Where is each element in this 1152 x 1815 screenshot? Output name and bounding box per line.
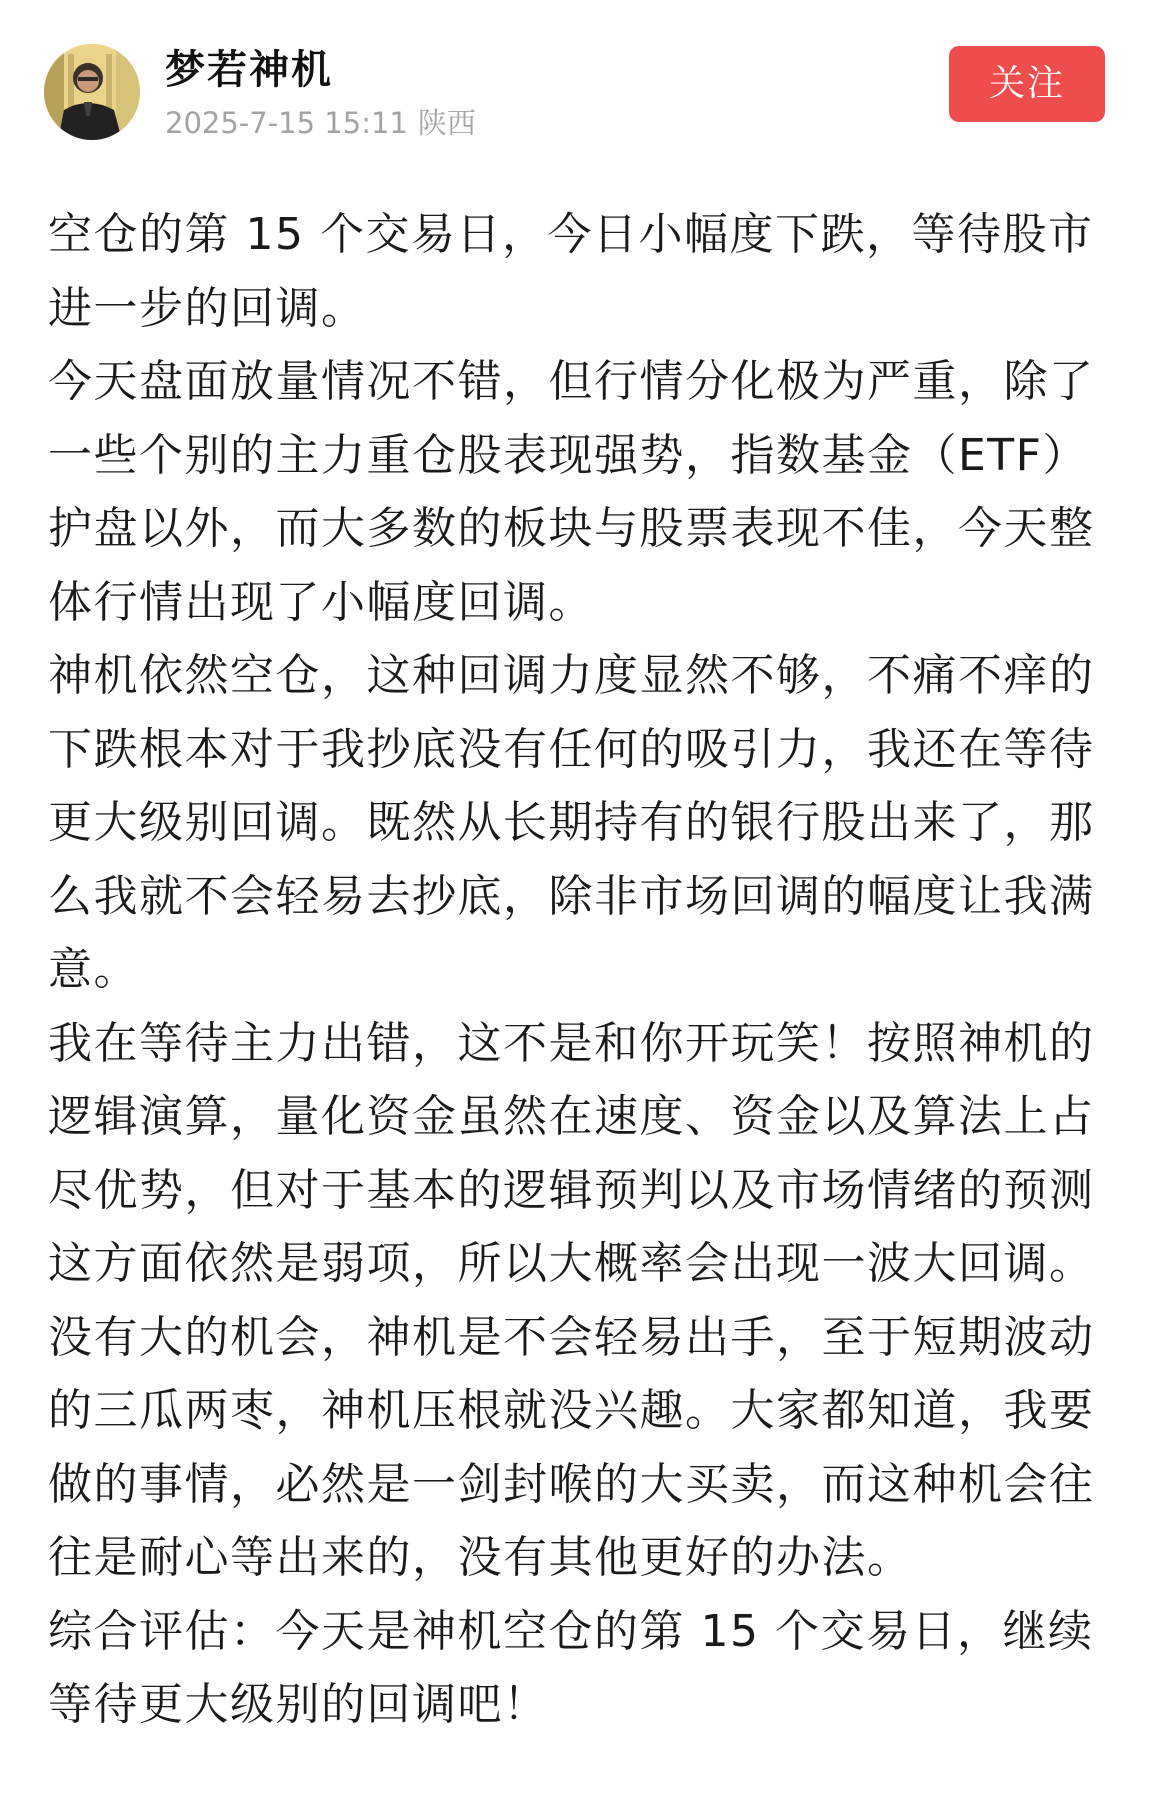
post-paragraph: 今天盘面放量情况不错，但行情分化极为严重，除了一些个别的主力重仓股表现强势，指数基金（ETF）护盘以外，而大多数的板块与股票表现不佳，今天整体行情出现了小幅度回调。 (48, 356, 1095, 628)
post-date: 2025-7-15 15:11 (165, 106, 408, 140)
post-header (0, 0, 1152, 150)
post-paragraph: 神机依然空仓，这种回调力度显然不够，不痛不痒的下跌根本对于我抄底没有任何的吸引力，我还在等待更大级别回调。既然从长期持有的银行股出来了，那么我就不会轻易去抄底，除非市场回调的幅度让我满意。 (48, 650, 1095, 995)
post-paragraph: 综合评估：今天是神机空仓的第 15 个交易日，继续等待更大级别的回调吧！ (48, 1605, 1094, 1730)
user-avatar-icon (44, 44, 140, 140)
post-meta (165, 104, 476, 142)
post-paragraph: 没有大的机会，神机是不会轻易出手，至于短期波动的三瓜两枣，神机压根就没兴趣。大家都知道，我要做的事情，必然是一剑封喉的大买卖，而这种机会往往是耐心等出来的，没有其他更好的办法。 (48, 1311, 1095, 1583)
post-paragraph: 空仓的第 15 个交易日，今日小幅度下跌，等待股市进一步的回调。 (48, 209, 1094, 334)
post-location: 陕西 (417, 106, 476, 140)
author-name[interactable]: 梦若神机 (165, 47, 333, 93)
avatar[interactable] (44, 44, 140, 140)
post-body (48, 198, 1108, 1742)
follow-button[interactable]: 关注 (949, 46, 1105, 122)
post-paragraph: 我在等待主力出错，这不是和你开玩笑！按照神机的逻辑演算，量化资金虽然在速度、资金以及算法上占尽优势，但对于基本的逻辑预判以及市场情绪的预测这方面依然是弱项，所以大概率会出现一波大回调。 (48, 1017, 1095, 1289)
